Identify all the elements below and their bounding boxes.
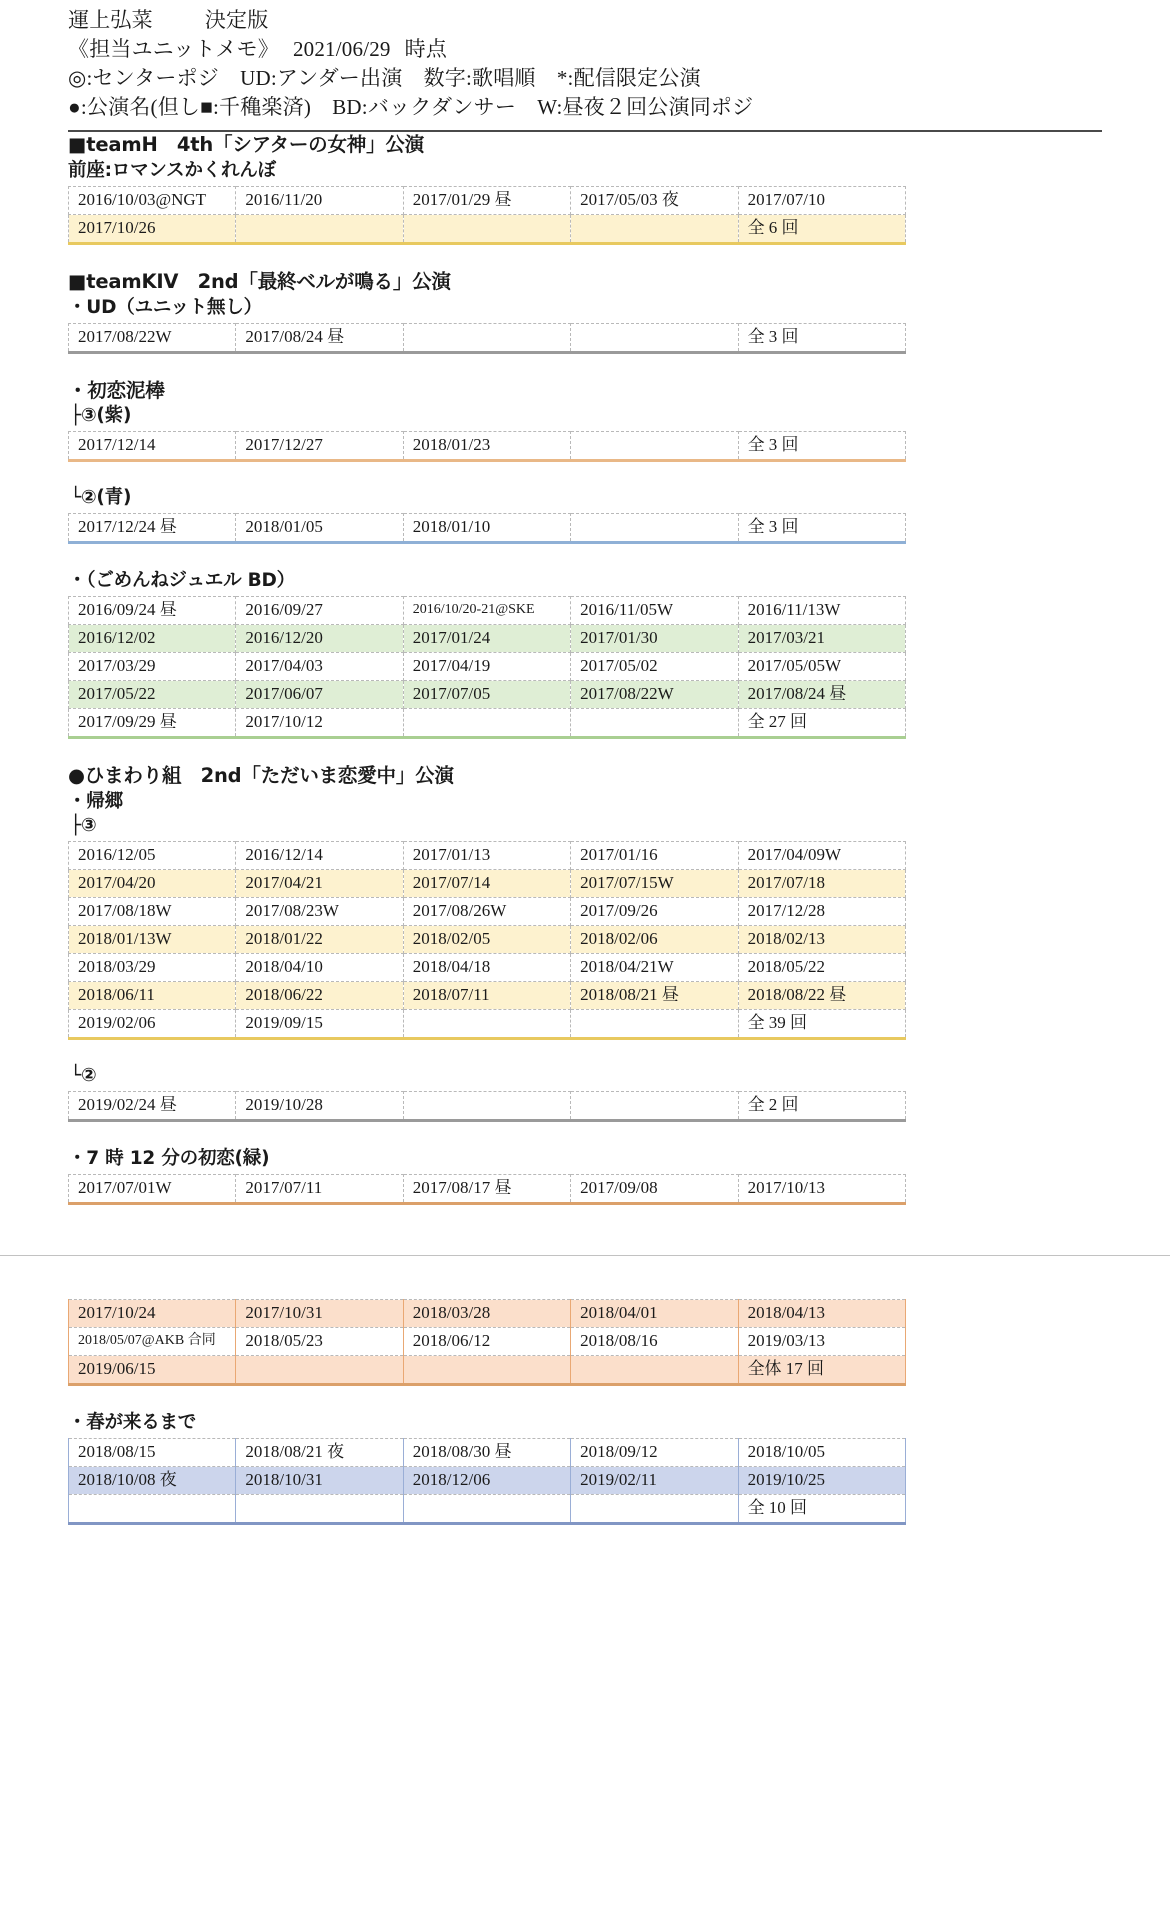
date-cell: 2017/05/02 <box>571 653 738 681</box>
date-cell: 2016/09/24 昼 <box>69 597 236 625</box>
table-row <box>69 432 906 461</box>
date-cell: 全 27 回 <box>738 709 905 738</box>
table-row <box>69 1092 906 1121</box>
date-cell: 2017/07/01W <box>69 1175 236 1204</box>
section-spacer <box>0 245 1170 269</box>
performance-date-table <box>68 1438 906 1525</box>
date-cell: 全 3 回 <box>738 324 905 353</box>
date-cell: 2017/07/15W <box>571 870 738 898</box>
date-cell: 2017/01/29 昼 <box>403 187 570 215</box>
member-name: 運上弘菜 <box>68 8 153 32</box>
date-cell: 2016/12/20 <box>236 625 403 653</box>
empty-cell <box>403 709 570 738</box>
date-cell: 2018/04/18 <box>403 954 570 982</box>
date-cell: 2018/04/21W <box>571 954 738 982</box>
date-cell: 2017/04/19 <box>403 653 570 681</box>
table-row <box>69 1495 906 1524</box>
page2-top-spacer <box>0 1256 1170 1296</box>
date-cell: 2017/12/24 昼 <box>69 514 236 543</box>
date-cell: 2018/10/05 <box>738 1439 905 1467</box>
date-cell: 2017/03/21 <box>738 625 905 653</box>
date-cell: 2018/04/01 <box>571 1300 738 1328</box>
table-row <box>69 1175 906 1204</box>
table-row <box>69 842 906 870</box>
table-row <box>69 653 906 681</box>
empty-cell <box>236 1356 403 1385</box>
date-cell: 全 3 回 <box>738 432 905 461</box>
date-cell: 2017/10/13 <box>738 1175 905 1204</box>
empty-cell <box>571 1356 738 1385</box>
date-cell: 2018/08/22 昼 <box>738 982 905 1010</box>
header-line-name <box>68 6 1170 35</box>
section-spacer <box>0 1386 1170 1410</box>
date-cell: 2019/06/15 <box>69 1356 236 1385</box>
date-cell: 2016/11/05W <box>571 597 738 625</box>
unit-branch-label: └② <box>70 1065 97 1086</box>
table-row <box>69 187 906 215</box>
legend-line-2: ●:公演名(但し■:千穐楽済) BD:バックダンサー W:昼夜２回公演同ポジ <box>68 95 754 119</box>
unit-branch-label: ├③(紫) <box>70 405 132 426</box>
date-cell: 2018/04/10 <box>236 954 403 982</box>
date-cell: 2017/04/09W <box>738 842 905 870</box>
section-title: ・初恋泥棒 <box>68 379 165 402</box>
date-cell: 2018/03/29 <box>69 954 236 982</box>
date-cell: 2017/07/11 <box>236 1175 403 1204</box>
date-cell: 2018/02/06 <box>571 926 738 954</box>
empty-cell <box>236 1495 403 1524</box>
date-cell: 2019/02/24 昼 <box>69 1092 236 1121</box>
date-cell: 2018/03/28 <box>403 1300 570 1328</box>
date-cell: 2016/11/20 <box>236 187 403 215</box>
section-subtitle: ・春が来るまで <box>68 1412 197 1433</box>
date-cell: 全 2 回 <box>738 1092 905 1121</box>
date-cell: 2017/06/07 <box>236 681 403 709</box>
performance-date-table <box>68 841 906 1040</box>
date-cell: 2017/08/23W <box>236 898 403 926</box>
date-cell: 2016/12/05 <box>69 842 236 870</box>
date-cell: 全 39 回 <box>738 1010 905 1039</box>
section-spacer <box>0 1122 1170 1146</box>
date-cell: 2017/08/26W <box>403 898 570 926</box>
section-subtitle: ・帰郷 <box>68 791 123 812</box>
date-cell: 2019/02/06 <box>69 1010 236 1039</box>
date-cell: 2018/01/13W <box>69 926 236 954</box>
date-cell: 2018/08/21 夜 <box>236 1439 403 1467</box>
date-cell: 全体 17 回 <box>738 1356 905 1385</box>
date-cell: 2019/10/28 <box>236 1092 403 1121</box>
table-row <box>69 954 906 982</box>
empty-cell <box>571 709 738 738</box>
empty-cell <box>403 1010 570 1039</box>
date-cell: 全 10 回 <box>738 1495 905 1524</box>
date-cell: 2018/01/22 <box>236 926 403 954</box>
date-cell: 2017/09/26 <box>571 898 738 926</box>
date-cell: 2017/01/30 <box>571 625 738 653</box>
date-cell: 2018/12/06 <box>403 1467 570 1495</box>
section-subtitle: ・UD（ユニット無し） <box>68 297 262 318</box>
empty-cell <box>403 215 570 244</box>
empty-cell <box>571 215 738 244</box>
section-spacer <box>0 739 1170 763</box>
section-title: ■teamKIV 2nd「最終ベルが鳴る」公演 <box>68 270 451 293</box>
date-cell: 2017/08/17 昼 <box>403 1175 570 1204</box>
section-spacer <box>0 462 1170 486</box>
date-cell: 2017/12/28 <box>738 898 905 926</box>
empty-cell <box>571 324 738 353</box>
table-row <box>69 870 906 898</box>
table-row <box>69 324 906 353</box>
performance-date-table <box>68 596 906 739</box>
date-cell: 2018/02/13 <box>738 926 905 954</box>
date-cell: 2019/10/25 <box>738 1467 905 1495</box>
section-title: ●ひまわり組 2nd「ただいま恋愛中」公演 <box>68 764 454 787</box>
date-cell: 2017/05/05W <box>738 653 905 681</box>
section-subtitle: ・7 時 12 分の初恋(緑) <box>68 1148 270 1169</box>
date-cell: 2017/08/22W <box>571 681 738 709</box>
table-row <box>69 597 906 625</box>
page2-container <box>0 1256 1170 1549</box>
date-cell: 2017/10/31 <box>236 1300 403 1328</box>
date-cell: 2017/07/14 <box>403 870 570 898</box>
date-cell: 2018/06/11 <box>69 982 236 1010</box>
table-row <box>69 1010 906 1039</box>
date-cell: 2017/01/13 <box>403 842 570 870</box>
performance-date-table <box>68 1091 906 1122</box>
section-spacer <box>0 544 1170 568</box>
date-cell: 2017/09/29 昼 <box>69 709 236 738</box>
date-cell: 全 6 回 <box>738 215 905 244</box>
section-spacer <box>0 1205 1170 1229</box>
sections-container <box>0 132 1170 1229</box>
empty-cell <box>403 1495 570 1524</box>
date-cell: 2018/06/22 <box>236 982 403 1010</box>
header-line-memo <box>68 35 1170 64</box>
table-row <box>69 681 906 709</box>
legend-line-1: ◎:センターポジ UD:アンダー出演 数字:歌唱順 *:配信限定公演 <box>68 66 701 90</box>
date-cell: 2018/09/12 <box>571 1439 738 1467</box>
unit-branch-label: ├③ <box>70 815 97 836</box>
date-cell: 2017/05/22 <box>69 681 236 709</box>
performance-date-table <box>68 431 906 462</box>
date-cell: 2016/09/27 <box>236 597 403 625</box>
date-cell: 2018/08/30 昼 <box>403 1439 570 1467</box>
date-cell: 2016/10/03@NGT <box>69 187 236 215</box>
table-row <box>69 625 906 653</box>
date-cell: 2017/08/24 昼 <box>236 324 403 353</box>
date-cell: 2017/09/08 <box>571 1175 738 1204</box>
date-cell: 2017/01/16 <box>571 842 738 870</box>
date-cell: 2018/01/10 <box>403 514 570 543</box>
section-spacer <box>0 1525 1170 1549</box>
performance-date-table <box>68 513 906 544</box>
date-cell: 2018/05/07@AKB 合同 <box>69 1328 236 1356</box>
table-row <box>69 215 906 244</box>
empty-cell <box>571 1495 738 1524</box>
section-title: ■teamH 4th「シアターの女神」公演 <box>68 133 424 156</box>
empty-cell <box>571 1092 738 1121</box>
date-cell: 2017/07/05 <box>403 681 570 709</box>
document-header <box>0 0 1170 122</box>
empty-cell <box>571 432 738 461</box>
date-cell: 2018/02/05 <box>403 926 570 954</box>
date-cell: 2016/12/14 <box>236 842 403 870</box>
date-cell: 2018/10/08 夜 <box>69 1467 236 1495</box>
table-row <box>69 898 906 926</box>
empty-cell <box>403 324 570 353</box>
date-cell: 2018/08/15 <box>69 1439 236 1467</box>
performance-date-table <box>68 1174 906 1205</box>
table-row <box>69 1356 906 1385</box>
empty-cell <box>69 1495 236 1524</box>
date-cell: 2017/10/12 <box>236 709 403 738</box>
table-row <box>69 709 906 738</box>
date-cell: 2017/07/10 <box>738 187 905 215</box>
table-row <box>69 982 906 1010</box>
date-cell: 2017/08/18W <box>69 898 236 926</box>
date-cell: 全 3 回 <box>738 514 905 543</box>
date-cell: 2018/10/31 <box>236 1467 403 1495</box>
date-cell: 2017/08/24 昼 <box>738 681 905 709</box>
section-spacer <box>0 1040 1170 1064</box>
section-subtitle: 前座:ロマンスかくれんぼ <box>68 160 276 181</box>
date-cell: 2017/01/24 <box>403 625 570 653</box>
date-cell: 2017/10/26 <box>69 215 236 244</box>
unit-branch-label: └②(青) <box>70 487 132 508</box>
date-cell: 2017/04/21 <box>236 870 403 898</box>
date-cell: 2017/03/29 <box>69 653 236 681</box>
date-cell: 2017/12/14 <box>69 432 236 461</box>
date-cell: 2018/01/05 <box>236 514 403 543</box>
date-cell: 2019/03/13 <box>738 1328 905 1356</box>
date-cell: 2017/04/20 <box>69 870 236 898</box>
table-row <box>69 514 906 543</box>
date-cell: 2017/12/27 <box>236 432 403 461</box>
table-row <box>69 1300 906 1328</box>
empty-cell <box>403 1356 570 1385</box>
date-cell: 2016/11/13W <box>738 597 905 625</box>
date-cell: 2016/12/02 <box>69 625 236 653</box>
empty-cell <box>403 1092 570 1121</box>
date-cell: 2018/08/16 <box>571 1328 738 1356</box>
empty-cell <box>571 514 738 543</box>
memo-title: 《担当ユニットメモ》 <box>68 37 279 61</box>
memo-date: 2021/06/29 <box>292 37 391 61</box>
date-cell: 2018/01/23 <box>403 432 570 461</box>
date-cell: 2017/08/22W <box>69 324 236 353</box>
date-cell: 2017/07/18 <box>738 870 905 898</box>
table-row <box>69 1328 906 1356</box>
performance-date-table <box>68 323 906 354</box>
date-cell: 2018/04/13 <box>738 1300 905 1328</box>
date-cell: 2018/08/21 昼 <box>571 982 738 1010</box>
empty-cell <box>236 215 403 244</box>
date-cell: 2019/09/15 <box>236 1010 403 1039</box>
section-subtitle: ・（ごめんねジュエル BD） <box>68 570 295 591</box>
date-cell: 2017/10/24 <box>69 1300 236 1328</box>
date-cell: 2018/05/22 <box>738 954 905 982</box>
date-cell: 2019/02/11 <box>571 1467 738 1495</box>
memo-date-suffix: 時点 <box>404 37 448 61</box>
date-cell: 2018/06/12 <box>403 1328 570 1356</box>
section-spacer <box>0 354 1170 378</box>
date-cell: 2016/10/20-21@SKE <box>403 597 570 625</box>
date-cell: 2018/07/11 <box>403 982 570 1010</box>
date-cell: 2017/05/03 夜 <box>571 187 738 215</box>
table-row <box>69 926 906 954</box>
performance-date-table <box>68 1299 906 1386</box>
edition-label: 決定版 <box>204 8 269 32</box>
table-row <box>69 1439 906 1467</box>
table-row <box>69 1467 906 1495</box>
date-cell: 2017/04/03 <box>236 653 403 681</box>
empty-cell <box>571 1010 738 1039</box>
date-cell: 2018/05/23 <box>236 1328 403 1356</box>
performance-date-table <box>68 186 906 245</box>
